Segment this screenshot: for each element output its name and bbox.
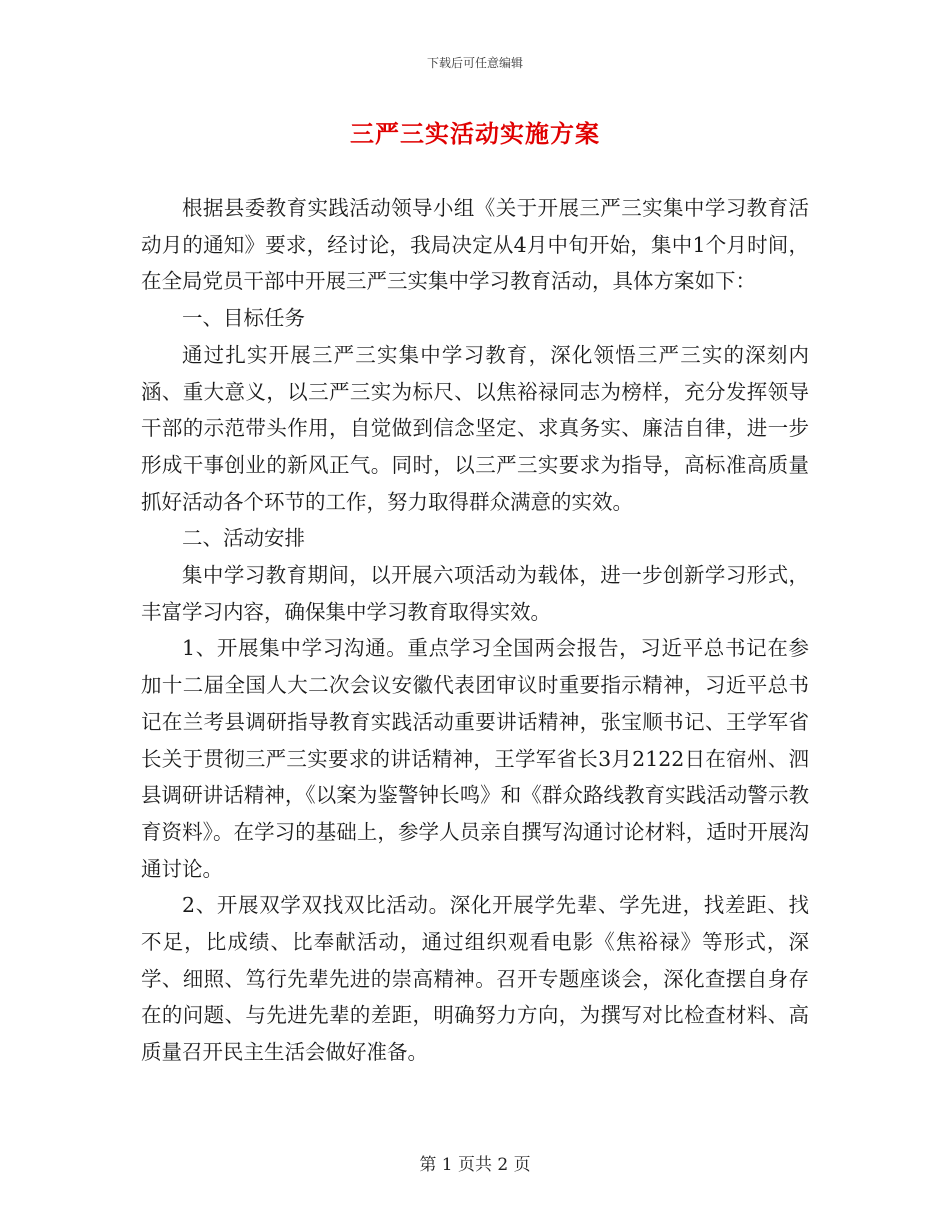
section-heading-goals: 一、目标任务: [182, 306, 305, 331]
header-note: 下载后可任意编辑: [426, 56, 523, 70]
document-title: 三严三实活动实施方案: [350, 119, 600, 148]
paragraph-intro: 根据县委教育实践活动领导小组《关于开展三严三实集中学习教育活动月的通知》要求，经讨论，我局决定从4月中旬开始，集中1个月时间，在全局党员干部中开展三严三实集中学习教育活动，具体方案如下：: [141, 196, 809, 294]
paragraph-item-1: 1、开展集中学习沟通。重点学习全国两会报告，习近平总书记在参加十二届全国人大二次会议安徽代表团审议时重要指示精神，习近平总书记在兰考县调研指导教育实践活动重要讲话精神，张宝顺书记、王学军省长关于贯彻三严三实要求的讲话精神，王学军省长3月2122日在宿州、泗县调研讲话精神，《以案为鉴警钟长鸣》和《群众路线教育实践活动警示教育资料》。在学习的基础上，参学人员亲自撰写沟通讨论材料，适时开展沟通讨论。: [141, 636, 809, 881]
paragraph-arrangements: 集中学习教育期间，以开展六项活动为载体，进一步创新学习形式，丰富学习内容，确保集中学习教育取得实效。: [141, 563, 809, 624]
paragraph-goals: 通过扎实开展三严三实集中学习教育，深化领悟三严三实的深刻内涵、重大意义，以三严三实为标尺、以焦裕禄同志为榜样，充分发挥领导干部的示范带头作用，自觉做到信念坚定、求真务实、廉洁自律，进一步形成干事创业的新风正气。同时，以三严三实要求为指导，高标准高质量抓好活动各个环节的工作，努力取得群众满意的实效。: [141, 342, 809, 514]
section-heading-arrangements: 二、活动安排: [182, 526, 305, 551]
page-footer: 第 1 页共 2 页: [419, 1155, 531, 1175]
paragraph-item-2: 2、开展双学双找双比活动。深化开展学先辈、学先进，找差距、找不足，比成绩、比奉献活动，通过组织观看电影《焦裕禄》等形式，深学、细照、笃行先辈先进的崇高精神。召开专题座谈会，深化查摆自身存在的问题、与先进先辈的差距，明确努力方向，为撰写对比检查材料、高质量召开民主生活会做好准备。: [141, 893, 809, 1065]
document-body: [141, 190, 809, 1071]
